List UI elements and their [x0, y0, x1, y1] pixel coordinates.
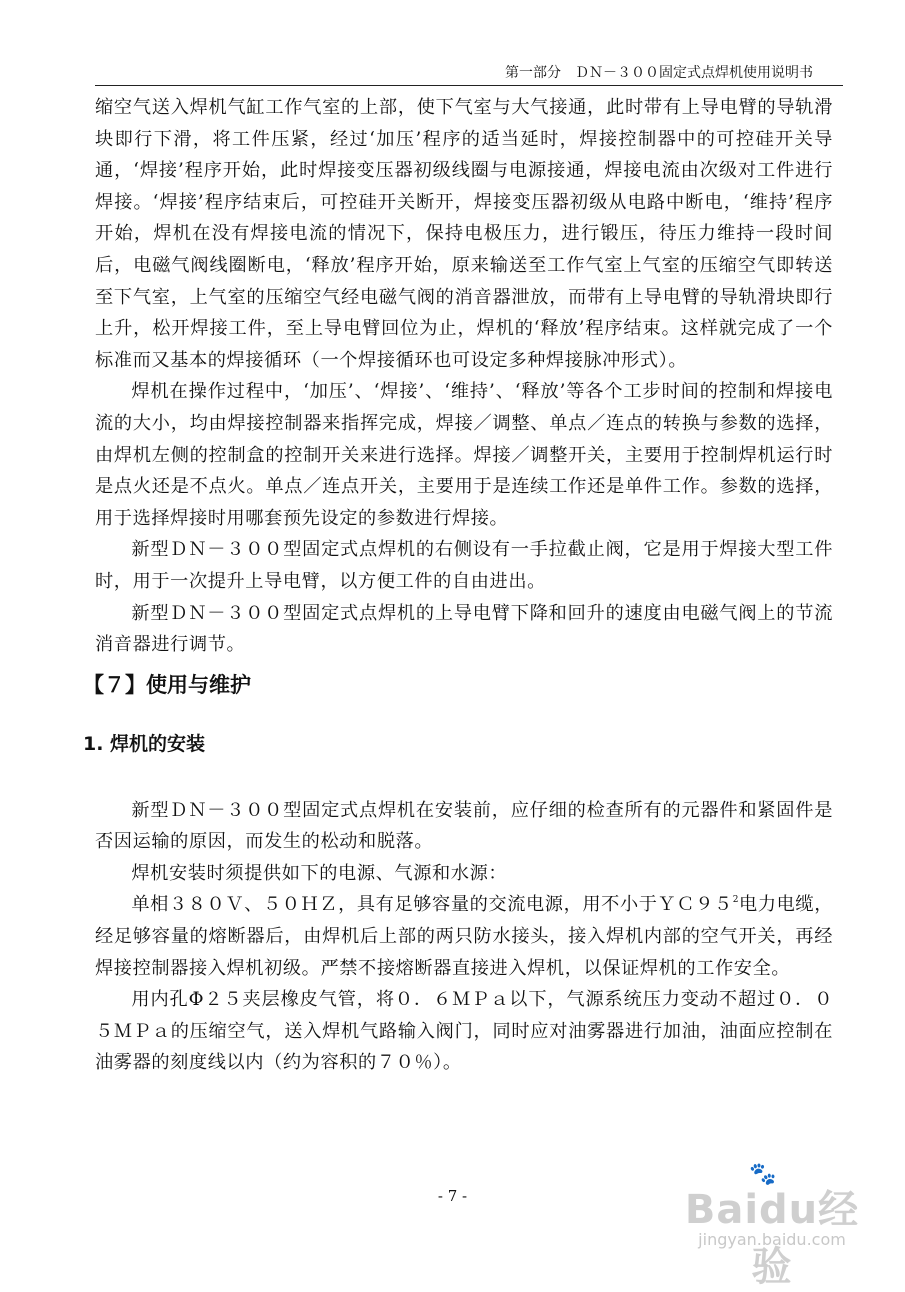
- paragraph-cutoff-valve: 新型ＤＮ－３００型固定式点焊机的右侧设有一手拉截止阀，它是用于焊接大型工件时，用于一次提升上导电臂，以方便工件的自由进出。: [95, 539, 833, 592]
- watermark-logo: Baidu经验: [684, 1187, 860, 1290]
- paragraph-speed-adjustment: 新型ＤＮ－３００型固定式点焊机的上导电臂下降和回升的速度由电磁气阀上的节流消音器进行调节。: [95, 602, 833, 656]
- running-header-title: 第一部分 ＤＮ－３００固定式点焊机使用说明书: [505, 65, 813, 81]
- paragraph-air-supply: 用内孔Φ２５夹层橡皮气管，将０．６ＭＰａ以下，气源系统压力变动不超过０．０５ＭＰａ的压缩空气，送入焊机气路输入阀门，同时应对油雾器进行加油，油面应控制在油雾器的刻度线以内（约为容积的７０％）。: [95, 989, 833, 1074]
- paragraph-supply-requirements: 焊机安装时须提供如下的电源、气源和水源：: [131, 862, 508, 884]
- subsection-heading-installation: 1. 焊机的安装: [83, 732, 206, 755]
- running-header: [95, 64, 843, 86]
- paragraph-pre-install-check: 新型ＤＮ－３００型固定式点焊机在安装前，应仔细的检查所有的元器件和紧固件是否因运输的原因，而发生的松动和脱落。: [95, 799, 833, 853]
- paragraph-controller-operation: 焊机在操作过程中，‘加压’、‘焊接’、‘维持’、‘释放’等各个工步时间的控制和焊接电流的大小，均由焊接控制器来指挥完成，焊接／调整、单点／连点的转换与参数的选择，由焊机左侧的控制盒的控制开关来进行选择。焊接／调整开关，主要用于控制焊机运行时是点火还是不点火。单点／连点开关，主要用于是连续工作还是单件工作。参数的选择，用于选择焊接时用哪套预先设定的参数进行焊接。: [95, 381, 833, 529]
- power-supply-text-b: 电力电缆，经足够容量的熔断器后，由焊机后上部的两只防水接头，接入焊机内部的空气开关，再经焊接控制器接入焊机初级。严禁不接熔断器直接进入焊机，以保证焊机的工作安全。: [95, 894, 833, 979]
- watermark-url: jingyan.baidu.com: [698, 1230, 846, 1249]
- section-heading-usage-maintenance: 【７】使用与维护: [83, 672, 251, 697]
- baidu-watermark: [667, 1162, 877, 1290]
- paragraph-process-description: 缩空气送入焊机气缸工作气室的上部，使下气室与大气接通，此时带有上导电臂的导轨滑块即行下滑，将工件压紧，经过‘加压’程序的适当延时，焊接控制器中的可控硅开关导通，‘焊接’程序开始，此时焊接变压器初级线圈与电源接通，焊接电流由次级对工件进行焊接。‘焊接’程序结束后，可控硅开关断开，焊接变压器初级从电路中断电，‘维持’程序开始，焊机在没有焊接电流的情况下，保持电极压力，进行锻压，待压力维持一段时间后，电磁气阀线圈断电，‘释放’程序开始，原来输送至工作气室上气室的压缩空气即转送至下气室，上气室的压缩空气经电磁气阀的消音器泄放，而带有上导电臂的导轨滑块即行上升，松开焊接工件，至上导电臂回位为止，焊机的‘释放’程序结束。这样就完成了一个标准而又基本的焊接循环（一个焊接循环也可设定多种焊接脉冲形式）。: [95, 97, 833, 371]
- paw-icon: 🐾: [749, 1162, 777, 1187]
- superscript-square: 2: [732, 895, 740, 906]
- power-supply-text-a: 单相３８０Ｖ、５０ＨＺ，具有足够容量的交流电源，用不小于ＹＣ９５: [131, 894, 733, 916]
- document-body: [83, 92, 833, 1079]
- paragraph-power-supply: [95, 889, 833, 984]
- page-number: - 7 -: [437, 1187, 468, 1205]
